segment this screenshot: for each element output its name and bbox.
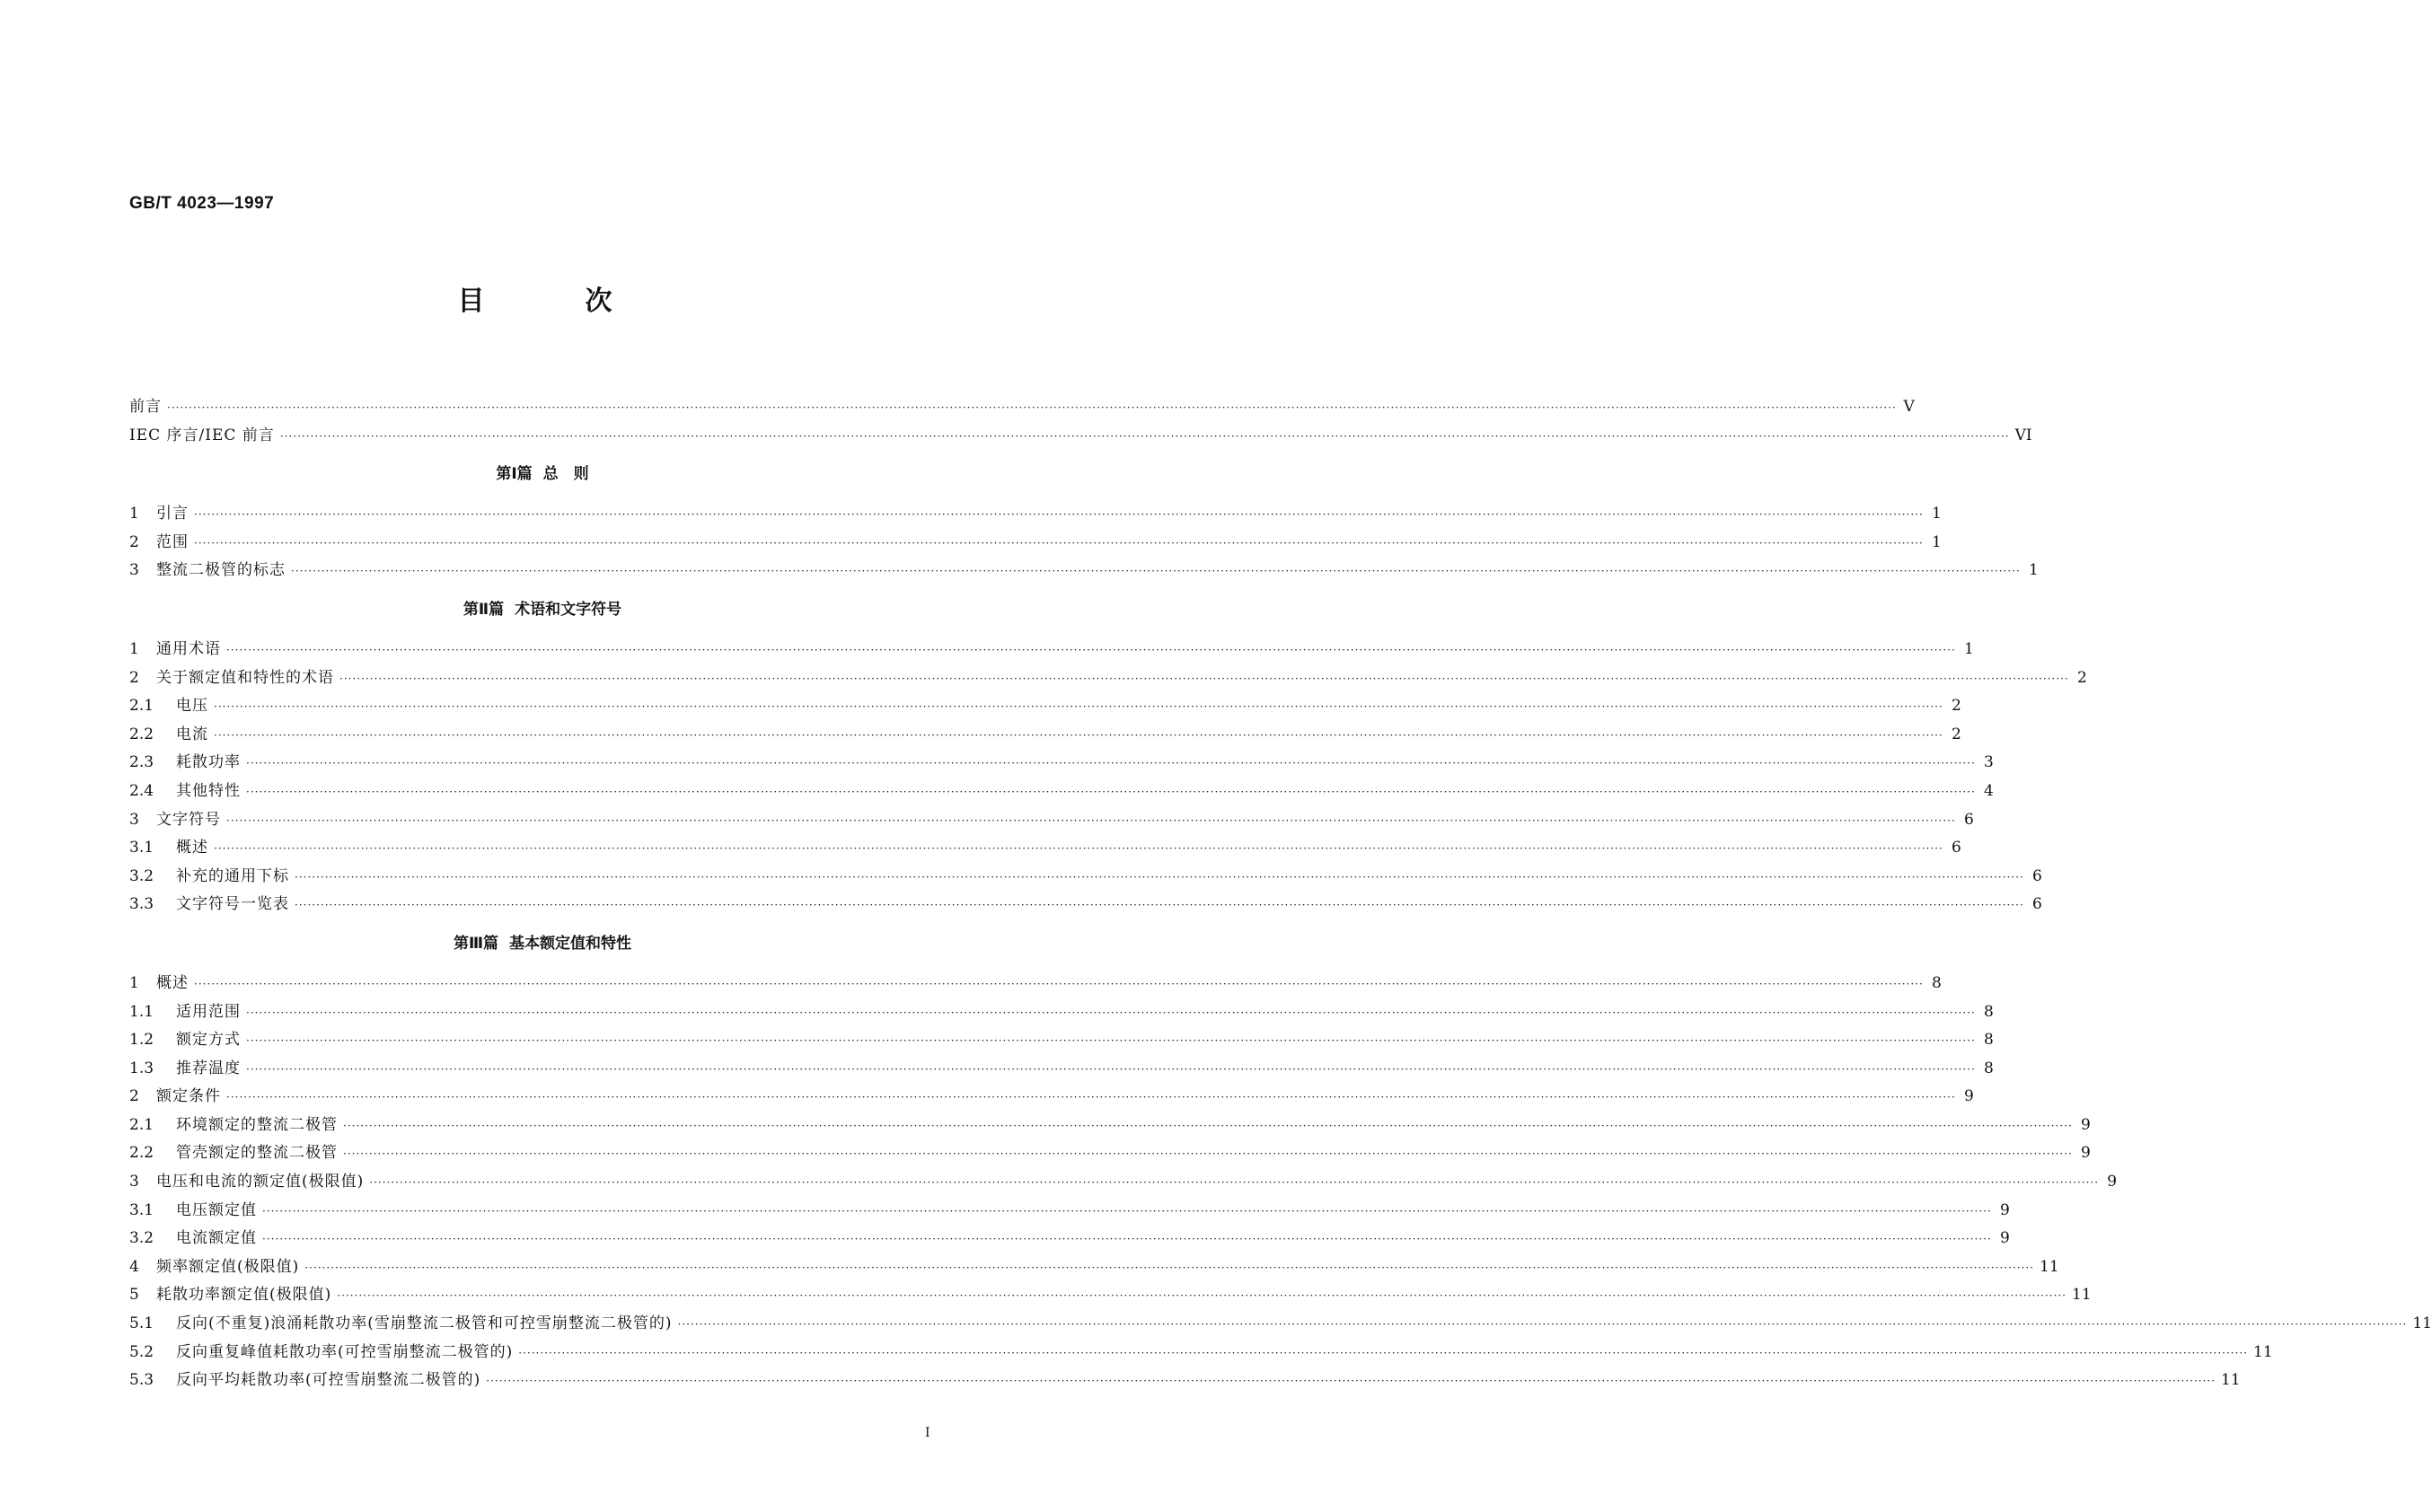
toc-entry-page: 9 (2080, 1144, 2091, 1163)
toc-entry-number: 1 (129, 973, 139, 992)
toc-entry[interactable] (129, 500, 1942, 529)
toc-entry[interactable] (129, 529, 1942, 558)
part-heading-prefix: 第Ⅰ篇 (496, 465, 533, 484)
toc-entry-label: 前言 (129, 398, 162, 416)
dot-leader: ················································································································································································································································································································································································································ (246, 1006, 1976, 1019)
toc-entry[interactable] (129, 1339, 2273, 1367)
toc-entry-number: 5.1 (129, 1314, 154, 1333)
toc-entry-number: 3.3 (129, 895, 154, 914)
toc-entry-page: 6 (2031, 895, 2042, 914)
toc-entry-label: 耗散功率额定值(极限值) (156, 1286, 332, 1305)
toc-entry-number: 3.1 (129, 1200, 154, 1219)
toc-entry-number: 2.2 (129, 1144, 154, 1163)
dot-leader: ················································································································································································································································································································································································································ (343, 1119, 2073, 1132)
dot-leader: ················································································································································································································································································································································································································ (291, 565, 2021, 578)
toc-entry-label: 整流二极管的标志 (156, 561, 286, 580)
toc-entry-number: 3 (129, 561, 139, 580)
toc-entry-number: 3.2 (129, 1229, 154, 1248)
toc-entry[interactable] (129, 636, 1974, 664)
dot-leader: ················································································································································································································································································································································································································ (339, 672, 2069, 685)
toc-entry-label: 耗散功率 (176, 753, 241, 772)
dot-leader: ················································································································································································································································································································································································································ (246, 1034, 1976, 1048)
toc-entry-page: 9 (2080, 1115, 2091, 1134)
toc-entry[interactable] (129, 1253, 2059, 1282)
toc-entry[interactable] (129, 1055, 1994, 1084)
toc-entry-label: 电压和电流的额定值(极限值) (156, 1173, 365, 1191)
toc-entry-label: 通用术语 (156, 639, 221, 658)
toc-entry-label: 环境额定的整流二极管 (176, 1115, 338, 1134)
dot-leader: ················································································································································································································································································································································································································ (194, 536, 1924, 549)
toc-entry[interactable] (129, 1026, 1994, 1055)
dot-leader: ················································································································································································································································································································································································································ (167, 401, 1897, 414)
toc-entry-page: 8 (1931, 973, 1942, 992)
toc-entry[interactable] (129, 998, 1994, 1027)
part-heading (129, 453, 956, 495)
toc-entry-page: 8 (1983, 1059, 1994, 1077)
toc-entry-label: 反向平均耗散功率(可控雪崩整流二极管的) (176, 1371, 481, 1390)
toc-entry[interactable] (129, 891, 2042, 919)
dot-leader: ················································································································································································································································································································································································································ (214, 700, 1943, 714)
toc-entry-page: 11 (2072, 1286, 2092, 1305)
toc-entry-page: 8 (1983, 1031, 1994, 1050)
toc-entry[interactable] (129, 1281, 2092, 1310)
dot-leader: ················································································································································································································································································································································································································ (304, 1261, 2035, 1274)
toc-entry-page: 2 (1951, 697, 1961, 716)
toc-part (129, 589, 2087, 919)
toc-entry-label: 补充的通用下标 (176, 866, 289, 885)
toc-entry-page: 11 (2221, 1371, 2241, 1390)
dot-leader: ················································································································································································································································································································································································································ (295, 899, 2024, 912)
toc-entry-number: 3.2 (129, 866, 154, 885)
toc-entry-label: 反向重复峰值耗散功率(可控雪崩整流二极管的) (176, 1342, 514, 1361)
toc-entry-number: 3 (129, 1173, 139, 1191)
toc-entry-page: 1 (1931, 505, 1942, 523)
toc-entry-label: 电流 (176, 725, 208, 743)
part-heading-prefix: 第Ⅲ篇 (453, 934, 499, 953)
part-heading-name: 总 则 (542, 465, 589, 484)
toc-entry[interactable] (129, 863, 2042, 892)
toc-entry-page: 6 (1951, 839, 1961, 857)
dot-leader: ················································································································································································································································································································································································································ (246, 757, 1976, 770)
toc-entry-number: 3 (129, 810, 139, 829)
toc-parts (129, 453, 2432, 1395)
toc-entry-label: 电流额定值 (176, 1229, 257, 1248)
toc-entry-number: 1.3 (129, 1059, 154, 1077)
page-number: I (925, 1426, 930, 1440)
dot-leader: ················································································································································································································································································································································································································ (518, 1346, 2249, 1359)
part-heading-name: 术语和文字符号 (515, 600, 622, 619)
toc-entry-number: 2 (129, 668, 139, 687)
dot-leader: ················································································································································································································································································································································································································ (226, 1091, 1956, 1104)
toc-entry-page: 8 (1983, 1002, 1994, 1021)
table-of-contents (129, 393, 2432, 1395)
part-heading-name: 基本额定值和特性 (509, 934, 632, 953)
toc-entry-page: 1 (1931, 532, 1942, 551)
toc-entry-label: 电压额定值 (176, 1200, 257, 1219)
toc-part (129, 453, 2039, 585)
toc-entry[interactable] (129, 806, 1974, 835)
toc-part (129, 923, 2432, 1395)
toc-entry-number: 1.2 (129, 1031, 154, 1050)
dot-leader: ················································································································································································································································································································································································································ (226, 643, 1956, 656)
toc-entry[interactable] (129, 970, 1942, 998)
part-heading (129, 589, 956, 630)
toc-entry-page: V (1903, 398, 1915, 416)
dot-leader: ················································································································································································································································································································································································································ (262, 1204, 1992, 1218)
toc-entry-label: 文字符号 (156, 810, 221, 829)
toc-entry-number: 2.1 (129, 697, 154, 716)
toc-entry-label: 适用范围 (176, 1002, 241, 1021)
part-heading (129, 923, 956, 964)
toc-entry[interactable] (129, 834, 1961, 863)
toc-entry-number: 2.4 (129, 781, 154, 800)
dot-leader: ················································································································································································································································································································································································································ (337, 1289, 2067, 1303)
toc-entry[interactable] (129, 422, 2032, 451)
toc-entry[interactable] (129, 749, 1994, 778)
toc-entry-label: 额定条件 (156, 1087, 221, 1106)
toc-entry[interactable] (129, 1197, 2010, 1226)
toc-entry[interactable] (129, 1139, 2091, 1168)
toc-entry[interactable] (129, 1367, 2241, 1395)
toc-entry-number: 2 (129, 1087, 139, 1106)
toc-entry-label: 推荐温度 (176, 1059, 241, 1077)
toc-entry-number: 1.1 (129, 1002, 154, 1021)
toc-entry[interactable] (129, 664, 2087, 693)
toc-entry-page: VI (2014, 426, 2032, 444)
toc-entry-number: 4 (129, 1257, 139, 1276)
toc-entry[interactable] (129, 1112, 2091, 1140)
toc-entry-page: 11 (2253, 1342, 2273, 1361)
toc-entry[interactable] (129, 721, 1961, 750)
toc-entry-page: 9 (1999, 1200, 2010, 1219)
toc-entry-number: 2 (129, 532, 139, 551)
toc-entry-number: 1 (129, 639, 139, 658)
toc-entry-number: 2.1 (129, 1115, 154, 1134)
dot-leader: ················································································································································································································································································································································································································ (295, 870, 2024, 883)
toc-entry-label: 额定方式 (176, 1031, 241, 1050)
toc-entry[interactable] (129, 393, 1915, 422)
toc-entry-label: 频率额定值(极限值) (156, 1257, 300, 1276)
toc-entry-label: 其他特性 (176, 781, 241, 800)
toc-entry-label: 文字符号一览表 (176, 895, 289, 914)
dot-leader: ················································································································································································································································································································································································································ (194, 508, 1924, 522)
toc-entry-number: 2.3 (129, 753, 154, 772)
dot-leader: ················································································································································································································································································································································································································ (486, 1375, 2216, 1388)
toc-entry-page: 9 (2107, 1173, 2118, 1191)
toc-entry[interactable] (129, 1310, 2432, 1339)
standard-code: GB/T 4023—1997 (129, 194, 275, 213)
toc-entry[interactable] (129, 1168, 2118, 1197)
toc-entry-number: 5.3 (129, 1371, 154, 1390)
toc-entry-number: 2.2 (129, 725, 154, 743)
toc-entry[interactable] (129, 778, 1994, 806)
toc-entry-label: 反向(不重复)浪涌耗散功率(雪崩整流二极管和可控雪崩整流二极管的) (176, 1314, 673, 1333)
toc-entry-page: 2 (1951, 725, 1961, 743)
toc-entry-number: 5 (129, 1286, 139, 1305)
toc-entry-page: 9 (1963, 1087, 1974, 1106)
toc-entry-label: 管壳额定的整流二极管 (176, 1144, 338, 1163)
toc-entry-label: 范围 (156, 532, 189, 551)
toc-entry-number: 1 (129, 505, 139, 523)
dot-leader: ················································································································································································································································································································································································································ (246, 785, 1976, 798)
page-title: 目次 (457, 286, 713, 317)
toc-entry-label: 关于额定值和特性的术语 (156, 668, 334, 687)
toc-entry-page: 11 (2040, 1257, 2059, 1276)
toc-entry[interactable] (129, 692, 1961, 721)
dot-leader: ················································································································································································································································································································································································································ (246, 1062, 1976, 1076)
dot-leader: ················································································································································································································································································································································································································ (262, 1233, 1992, 1246)
toc-entry[interactable] (129, 1225, 2010, 1253)
toc-entry-label: 概述 (156, 973, 189, 992)
toc-entry-page: 1 (2028, 561, 2039, 580)
dot-leader: ················································································································································································································································································································································································································ (214, 842, 1943, 856)
toc-entry-label: IEC 序言/IEC 前言 (129, 426, 275, 444)
dot-leader: ················································································································································································································································································································································································································ (279, 429, 2010, 443)
dot-leader: ················································································································································································································································································································································································································ (214, 728, 1943, 742)
toc-entry-number: 3.1 (129, 839, 154, 857)
dot-leader: ················································································································································································································································································································································································································ (194, 977, 1924, 990)
toc-entry-page: 3 (1983, 753, 1994, 772)
toc-entry-page: 6 (2031, 866, 2042, 885)
toc-entry-page: 2 (2076, 668, 2087, 687)
toc-entry[interactable] (129, 1083, 1974, 1112)
dot-leader: ················································································································································································································································································································································································································ (369, 1176, 2100, 1190)
toc-entry-page: 9 (1999, 1229, 2010, 1248)
front-matter (129, 393, 2032, 450)
toc-entry-label: 引言 (156, 505, 189, 523)
toc-entry-page: 6 (1963, 810, 1974, 829)
toc-entry-page: 1 (1963, 639, 1974, 658)
toc-entry-label: 电压 (176, 697, 208, 716)
dot-leader: ················································································································································································································································································································································································································ (677, 1318, 2408, 1332)
dot-leader: ················································································································································································································································································································································································································ (226, 813, 1956, 827)
toc-entry[interactable] (129, 557, 2039, 585)
dot-leader: ················································································································································································································································································································································································································ (343, 1147, 2073, 1161)
part-heading-prefix: 第Ⅱ篇 (463, 600, 505, 619)
toc-entry-page: 11 (2412, 1314, 2432, 1333)
toc-entry-page: 4 (1983, 781, 1994, 800)
toc-entry-number: 5.2 (129, 1342, 154, 1361)
toc-entry-label: 概述 (176, 839, 208, 857)
